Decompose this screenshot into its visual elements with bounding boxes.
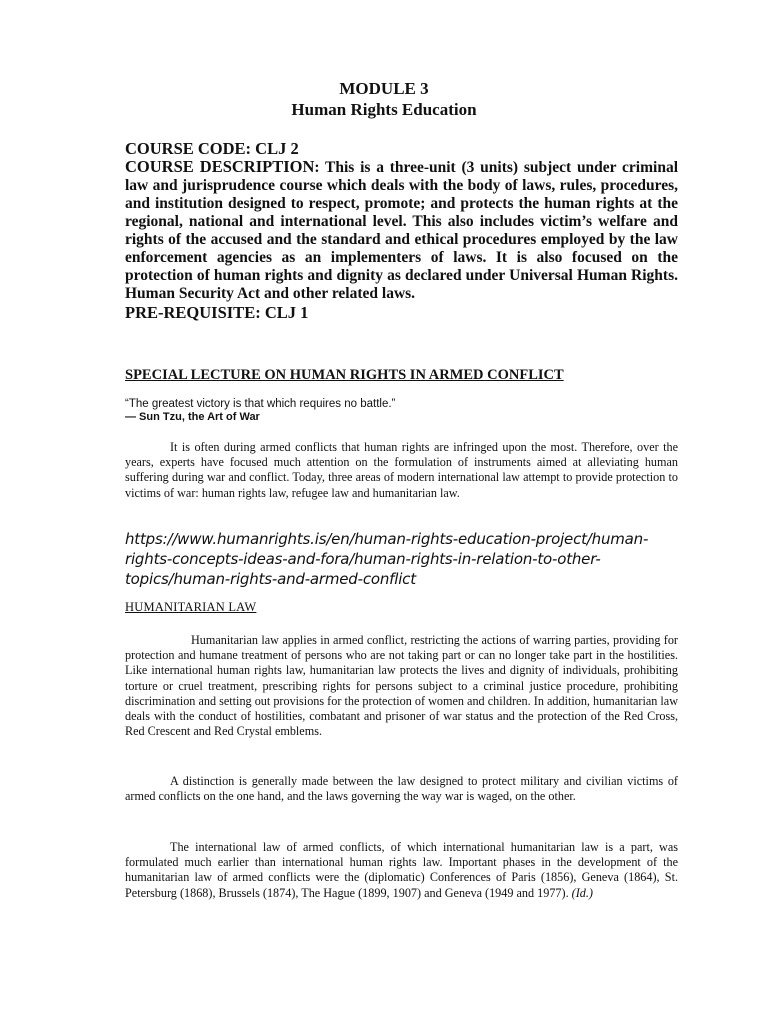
humanitarian-paragraph-2: A distinction is generally made between the law designed to protect military and civilian victims of armed conflicts on the one hand, and the laws governing the way war is waged, on the other. — [125, 774, 678, 804]
source-link[interactable]: https://www.humanrights.is/en/human-rights-education-project/human-rights-concepts-ideas-and-fora/human-rights-in-relation-to-other-topics/human-rights-and-armed-conflict — [125, 530, 649, 588]
module-title: MODULE 3 — [339, 79, 429, 98]
course-description — [125, 158, 678, 303]
epigraph-attribution: — Sun Tzu, the Art of War — [125, 411, 260, 423]
course-description-text: : This is a three-unit (3 units) subject under criminal law and jurisprudence course which deals with the body of laws, rules, procedures, and institution designed to respect, promote; and protects the human rights at the regional, national and international level. This also includes victim’s welfare and rights of the accused and the standard and ethical procedures employed by the law enforcement agencies as an implementers of laws. It is also focused on the protection of human rights and dignity as declared under Universal Human Rights. Human Security Act and other related laws. — [125, 159, 679, 302]
humanitarian-paragraph-3-text: The international law of armed conflicts, of which international humanitarian law is a part, was formulated much earlier than international human rights law. Important phases in the development of the humanitarian law of armed conflicts were the (diplomatic) Conferences of Paris (1856), Geneva (1864), St. Petersburg (1868), Brussels (1874), The Hague (1899, 1907) and Geneva (1949 and 1977). — [125, 840, 678, 900]
epigraph-quote: “The greatest victory is that which requires no battle.” — [125, 398, 396, 410]
intro-paragraph: It is often during armed conflicts that human rights are infringed upon the most. Therefore, over the years, experts have focused much attention on the formulation of instruments aimed at alleviating human suffering during war and conflict. Today, three areas of modern international law attempt to provide protection to victims of war: human rights law, refugee law and humanitarian law. — [125, 440, 678, 500]
citation-id: (Id.) — [571, 885, 593, 900]
humanitarian-paragraph-3 — [125, 840, 678, 901]
humanitarian-law-heading: HUMANITARIAN LAW — [125, 600, 257, 614]
epigraph — [125, 398, 685, 424]
course-description-label: COURSE DESCRIPTION — [125, 157, 315, 176]
humanitarian-paragraph-1: Humanitarian law applies in armed conflict, restricting the actions of warring parties, providing for protection and humane treatment of persons who are not taking part or can no longer take part in the hostilities. Like international human rights law, humanitarian law protects the lives and dignity of individuals, prohibiting torture or cruel treatment, prescribing rights for persons subject to a criminal justice procedure, prohibiting discrimination and setting out provisions for the protection of women and children. In addition, humanitarian law deals with the conduct of hostilities, combatant and prisoner of war status and the protection of the Red Cross, Red Crescent and Red Crystal emblems. — [125, 633, 678, 739]
course-prerequisite: PRE-REQUISITE: CLJ 1 — [125, 303, 309, 322]
module-subject: Human Rights Education — [291, 100, 477, 119]
course-code: COURSE CODE: CLJ 2 — [125, 139, 299, 158]
course-info — [125, 140, 678, 322]
lecture-title: SPECIAL LECTURE ON HUMAN RIGHTS IN ARMED CONFLICT — [125, 367, 564, 383]
